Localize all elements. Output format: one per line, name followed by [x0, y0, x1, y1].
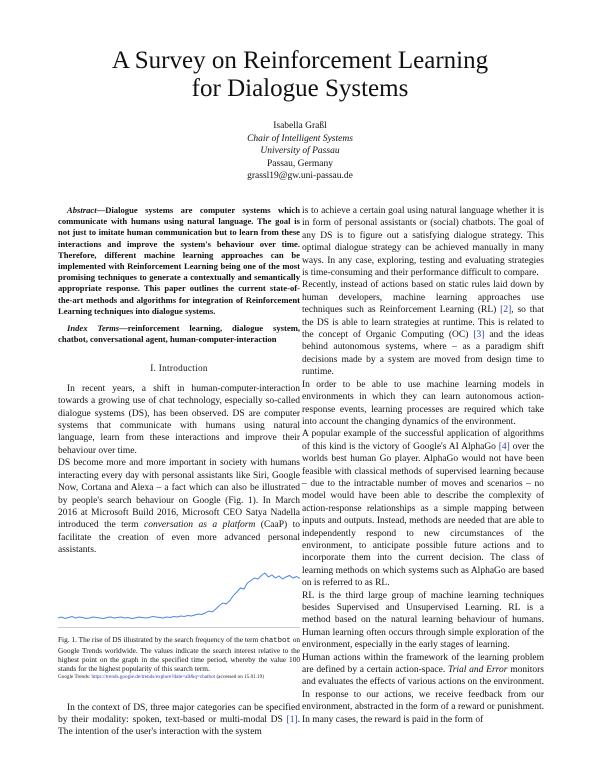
- citation-1[interactable]: [1]: [286, 714, 298, 725]
- right-p3-c: over the worlds best human Go player. AlphaGo would not have been feasible with classical methods of supervised learning because – due to the intractable number of moves and scenarios – no model would have been able to describe the complexity of action-response relationships as a simple mapping between inputs and outputs. Instead, methods are needed that are able to independently respond to new circumstances of the environment, to anticipate possible future actions and to incorporate them into the current decision. The class of learning methods on which systems such as AlphaGo are based on is referred to as RL.: [302, 441, 544, 589]
- right-p2-b: , so that the DS is able to learn strategies at runtime. This is related to the concept of Organic Computing (OC): [302, 305, 544, 341]
- caption-b: on Google Trends worldwide. The values indicate the search interest relative to the highest point on the graph in the specified time period, whereby the value 100 stands for the highest popularity of this search term.: [58, 634, 300, 673]
- right-p5-b: monitors and evaluates the effects of various actions on the environment. In response to our actions, we receive feedback from our environment, abstracted in the form of a reward or punishment. In many cases, the reward is paid in the form of: [302, 665, 544, 725]
- intro-p3-a: In the context of DS, three major categories can be specified by their modality: spoken, text-based or multi-modal DS: [58, 702, 300, 725]
- author-name: Isabella Graßl: [273, 121, 327, 131]
- source-b: (accessed on 15.01.19): [215, 673, 264, 680]
- left-column: [58, 205, 300, 739]
- figure-caption: [58, 635, 300, 673]
- intro-paragraph-1: In recent years, a shift in human-computer-interaction towards a growing use of chat technology, especially so-called dialogue systems (DS), has been observed. DS are computer systems that communicate with humans using natural language, learn from these interactions and improve their behaviour over time.: [58, 383, 300, 456]
- author-city: Passau, Germany: [267, 158, 333, 169]
- caption-code: chatbot: [260, 636, 291, 645]
- index-terms-text: —reinforcement learning, dialogue system, chatbot, conversational agent, human-computer-interaction: [58, 323, 301, 345]
- abstract-label: Abstract: [67, 205, 97, 215]
- right-paragraph-3a: In order to be able to use machine learning models in environments in which they can learn autonomous action-response events, learning processes are required which take into account the changing dynamics of the environment.: [302, 379, 544, 427]
- title-line-1: A Survey on Reinforcement Learning: [111, 47, 489, 74]
- figure-source: [58, 674, 300, 681]
- abstract: [58, 205, 300, 317]
- author-univ: University of Passau: [260, 146, 340, 156]
- right-paragraph-3b: [302, 428, 544, 589]
- paper-title: [0, 47, 600, 103]
- right-paragraph-2: [302, 279, 544, 378]
- abstract-text: —Dialogue systems are computer systems which communicate with humans using natural language. The goal is not just to imitate human communication but to learn from these interactions and improve the system's behaviour over time. Therefore, different machine learning approaches can be implemented with Reinforcement Learning being one of the most promising techniques to generate a contextually and semantically appropriate response. This paper outlines the current state-of-the-art methods and algorithms for integration of Reinforcement Learning techniques into dialogue systems.: [58, 205, 300, 316]
- right-p2-a: Recently, instead of actions based on static rules laid down by human developers, machine learning approaches use techniques such as Reinforcement Learning (RL): [302, 280, 544, 316]
- intro-paragraph-2: [58, 457, 300, 556]
- trend-chart-svg: [58, 569, 300, 627]
- right-p2-c: and the ideas behind autonomous systems, where – as a paradigm shift decisions made by a system are moved from design time to runtime.: [302, 330, 545, 378]
- citation-2[interactable]: [2]: [500, 305, 512, 316]
- right-paragraph-4: RL is the third large group of machine learning techniques besides Supervised and Unsupervised Learning. RL is a method based on the natural learning behaviour of humans. Human learning often occurs through simple exploration of the environment, especially in the early stages of learning.: [302, 590, 544, 651]
- author-dept: Chair of Intelligent Systems: [247, 133, 353, 144]
- title-line-2: for Dialogue Systems: [191, 75, 409, 102]
- trend-series-line: [58, 573, 300, 619]
- intro-p2-a: DS become more and more important in society with humans interacting every day with personal assistants like Siri, Google Now, Cortana and Alexa – a fact which can also be illustrated by people's search behaviour on Google (Fig. 1). In March 2016 at Microsoft Build 2016, Microsoft CEO Satya Nadella introduced the term: [58, 458, 300, 531]
- author-email: grassl19@gw.uni-passau.de: [247, 171, 353, 181]
- source-link[interactable]: https://trends.google.de/trends/explore?date=all&q=chatbot: [91, 673, 216, 680]
- right-p5-emph: Trial and Error: [447, 665, 508, 676]
- intro-p2-emph: conversation as a platform: [143, 520, 256, 531]
- index-terms-label: Index Terms: [67, 323, 120, 334]
- citation-4[interactable]: [4]: [498, 441, 510, 452]
- caption-a: Fig. 1. The rise of DS illustrated by the search frequency of the term: [58, 634, 261, 644]
- right-p5-a: Human actions within the framework of the learning problem are defined by a certain action-space.: [302, 652, 544, 676]
- right-column: [302, 205, 544, 726]
- source-a: Google Trends:: [58, 673, 92, 680]
- section-heading: I. Introduction: [150, 363, 208, 374]
- intro-paragraph-3: [58, 702, 300, 739]
- figure-1-chart: [58, 569, 300, 628]
- intro-p2-b: (CaaP) to facilitate the creation of even more advanced personal assistants.: [58, 520, 300, 556]
- index-terms: [58, 323, 300, 345]
- right-paragraph-5: [302, 652, 544, 726]
- right-p3-b: A popular example of the successful application of algorithms of this kind is the victory of Google's AI AlphaGo: [302, 429, 544, 452]
- right-paragraph-1: is to achieve a certain goal using natural language whether it is in form of personal assistants or (social) chatbots. The goal of any DS is to figure out a satisfying dialogue strategy. This optimal dialogue strategy can be achieved manually in many ways. In any case, exploring, testing and evaluating strategies is time-consuming and their performance difficult to compare.: [302, 206, 544, 279]
- intro-p3-b: . The intention of the user's interaction with the system: [58, 714, 300, 738]
- citation-3[interactable]: [3]: [473, 330, 485, 341]
- author-block: [0, 120, 600, 183]
